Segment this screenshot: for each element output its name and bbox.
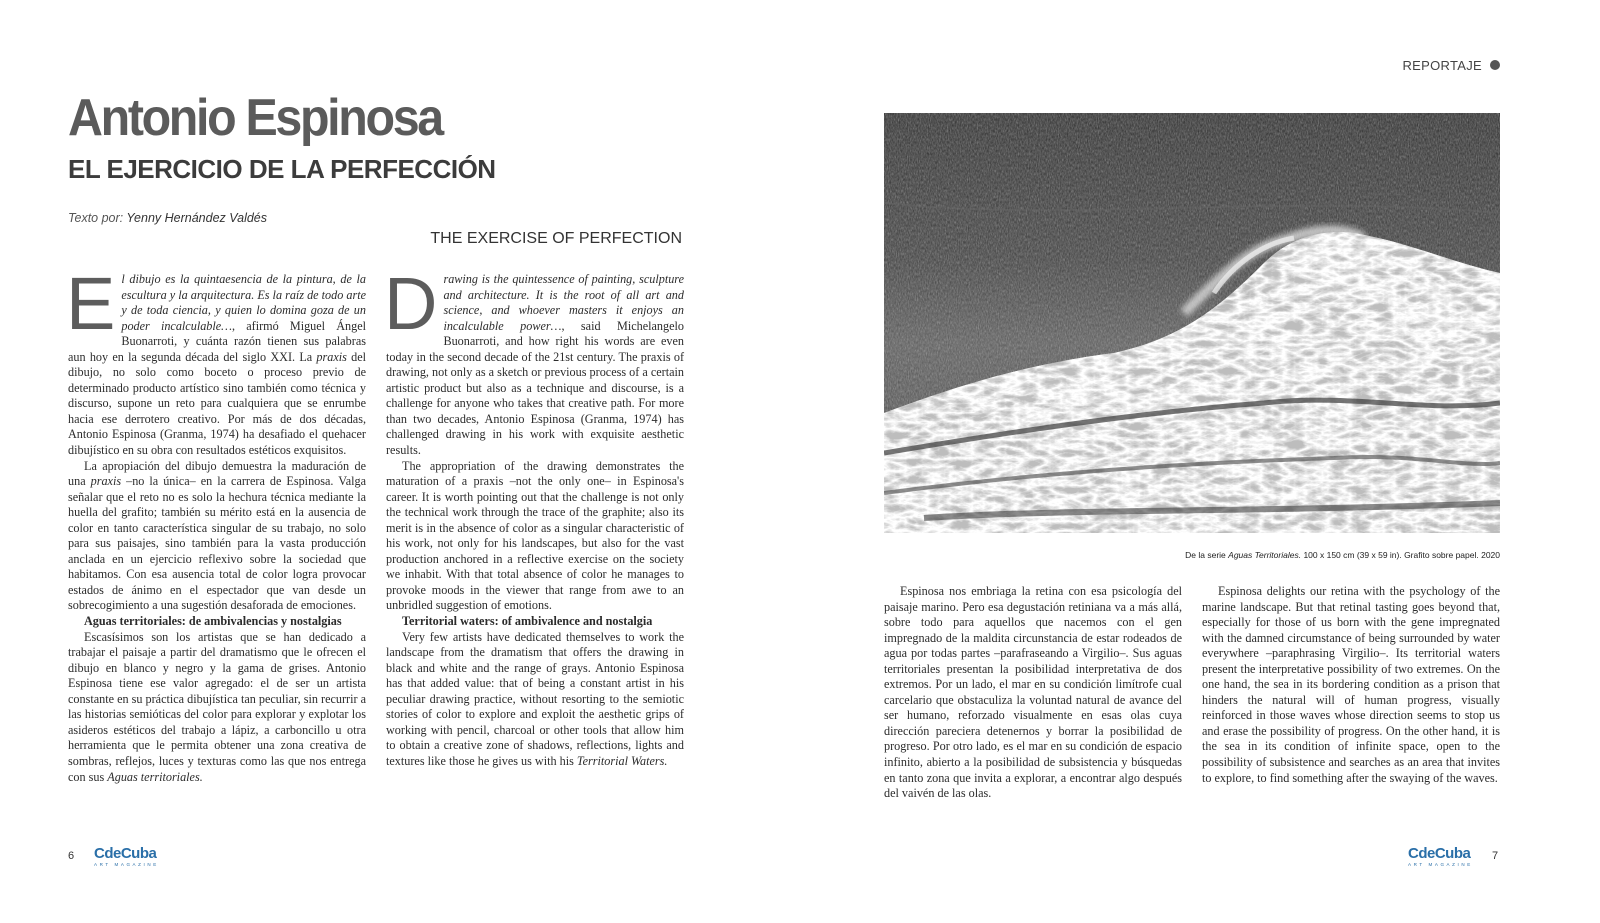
es-text: La apropiación del dibujo demuestra la maduración de una bbox=[68, 458, 366, 489]
es-dropcap: E bbox=[66, 262, 116, 345]
byline-author: Yenny Hernández Valdés bbox=[126, 211, 267, 225]
english-subtitle: THE EXERCISE OF PERFECTION bbox=[430, 230, 682, 247]
sea-waves-drawing bbox=[884, 113, 1500, 533]
es-text: del dibujo, no solo como boceto o proceso previo de determinado producto artístico sino también como técnica y discurso, supone un reto para cualquiera que se enrumbe hacia ese derrotero creativo. Por más de dos décadas, Antonio Espinosa (Granma, 1974) ha desafiado el quehacer dibujístico en su obra con resultados estéticos exquisitos. bbox=[68, 349, 367, 458]
byline-prefix: Texto por: bbox=[68, 211, 124, 225]
en-section-heading: Territorial waters: of ambivalence and nostalgia bbox=[402, 614, 653, 629]
article-subtitle: EL EJERCICIO DE LA PERFECCIÓN bbox=[68, 154, 496, 184]
magazine-logo-right bbox=[1408, 846, 1478, 868]
en-text: Very few artists have dedicated themselves to work the landscape from the dramatism that offers the drawing in black and white and the range of grays. Antonio Espinosa has that added value: that of being a constant artist in his peculiar drawing practice, without resorting to the semiotic stories of color to explore and exploit the aesthetic grips of working with pencil, charcoal or other tools that allow him to obtain a creative zone of shadows, reflections, lights and textures like those he gives us with his bbox=[386, 629, 684, 768]
article-title: Antonio Espinosa bbox=[68, 89, 442, 147]
image-caption bbox=[1185, 550, 1500, 560]
logo-tagline: ART MAGAZINE bbox=[94, 862, 159, 867]
en-dropcap: D bbox=[384, 262, 438, 345]
caption-series-title: Aguas Territoriales. bbox=[1228, 550, 1302, 560]
artwork-image bbox=[884, 113, 1500, 533]
en-text: , said Michelangelo Buonarroti, and how right his words are even today in the second decade of the 21st century. The praxis of drawing, not only as a sketch or previous process of a certain artistic product but also as a technique and discourse, is a challenge for anyone who takes that creative path. For more than two decades, Antonio Espinosa (Granma, 1974) has challenged drawing in his work with exquisite aesthetic results. bbox=[386, 318, 684, 458]
es-section-heading: Aguas territoriales: de ambivalencias y nostalgias bbox=[84, 614, 342, 629]
page-number-left: 6 bbox=[68, 850, 75, 862]
section-dot-icon bbox=[1490, 60, 1500, 70]
logo-wordmark: CdeCuba bbox=[1408, 845, 1471, 862]
logo-wordmark: CdeCuba bbox=[94, 845, 157, 862]
logo-tagline: ART MAGAZINE bbox=[1408, 862, 1473, 867]
english-column-right bbox=[1202, 584, 1500, 786]
spanish-column-right bbox=[884, 584, 1182, 802]
es-paragraph-4: Espinosa nos embriaga la retina con esa psicología del paisaje marino. Pero esa degustación retiniana va a más allá, sobre todo para aquellos que nacemos con el gen impregnado de la maldita circunstancia de estar rodeados de agua por todas partes –parafraseando a Virgilio–. Sus aguas territoriales presentan la posibilidad interpretativa de dos extremos. Por un lado, el mar en su condición limítrofe cual carcelario que obstaculiza la voluntad natural de avance del ser humano, reforzado visualmente en esas olas cuya dirección pareciera detenernos y borrar la posibilidad de progreso. Por otro lado, es el mar en su condición de espacio infinito, abierto a la posibilidad de subsistencia y búsquedas en tanto zona que invita a explorar, a encontrar algo después del vaivén de las olas. bbox=[884, 584, 1182, 801]
en-italic-title: Territorial Waters. bbox=[576, 753, 668, 768]
es-text: , afirmó Miguel Ángel Buonarroti, y cuánta razón tienen sus palabras aun hoy en la segunda década del siglo XXI. La bbox=[68, 318, 366, 364]
es-italic-word: praxis bbox=[316, 349, 347, 364]
es-text: –no la única– en la carrera de Espinosa. Valga señalar que el reto no es solo la hechura técnica mediante la huella del grafito; también su mérito está en la ausencia de color en tanto característica singular de su trabajo, no solo para sus paisajes, sino también para la vasta producción anclada en un ejercicio reflexivo sobre la sociedad que habitamos. Con esa ausencia total de color logra provocar estados de ánimo en el espectador que van desde un sobrecogimiento a una sugestión desaforada de emociones. bbox=[68, 474, 366, 613]
es-italic-word: praxis bbox=[90, 474, 122, 489]
page-number-right: 7 bbox=[1492, 850, 1499, 862]
es-italic-title: Aguas territoriales. bbox=[107, 769, 203, 784]
caption-text: 100 x 150 cm (39 x 59 in). Grafito sobre papel. 2020 bbox=[1301, 550, 1500, 560]
en-paragraph-2: The appropriation of the drawing demonstrates the maturation of a praxis –not the only one– in Espinosa's career. It is worth pointing out that the challenge is not only the technical work through the trace of the graphite; also its merit is in the absence of color as a singular characteristic of his work, not only for his landscapes, but also for the vast production anchored in a reflective exercise on the society we inhabit. With that total absence of color he manages to provoke moods in the viewer that range from awe to an unbridled suggestion of emotions. bbox=[386, 458, 684, 613]
en-paragraph-4: Espinosa delights our retina with the psychology of the marine landscape. But that retinal tasting goes beyond that, especially for those of us born with the gene impregnated with the damned circumstance of being surrounded by water everywhere –paraphrasing Virgilio–. Its territorial waters present the interpretative possibility of two extremes. On the one hand, the sea in its bordering condition as a prison that hinders the natural will of human progress, visually reinforced in those waves whose direction seems to stop us and erase the possibility of progress. On the other hand, it is the sea in its condition of infinite space, open to the possibility of subsistence and searches as an area that invites to explore, to find something after the swaying of the waves. bbox=[1202, 584, 1500, 785]
caption-text: De la serie bbox=[1185, 550, 1229, 560]
es-text: Escasísimos son los artistas que se han dedicado a trabajar el paisaje a partir del dramatismo que le ofrecen el dibujo en blanco y negro y la gama de grises. Antonio Espinosa tiene ese valor agregado: el de ser un artista constante en su práctica dibujística tan peculiar, sin recurrir a las historias semióticas del color para explorar y explotar los asideros estéticos del trabajo a lápiz, a carboncillo u otra herramienta que le permita obtener una zona creativa de sombras, reflejos, luces y texturas como las que nos entrega con sus bbox=[68, 629, 366, 784]
es-quote: l dibujo es la quintaesencia de la pintura, de la escultura y la arquitectura. Es la raíz de todo arte y de toda ciencia, y quien lo domina goza de un poder incalculable… bbox=[121, 272, 366, 333]
en-quote: rawing is the quintessence of painting, sculpture and architecture. It is the root of all art and science, and whoever masters it enjoys an incalculable power… bbox=[443, 272, 684, 333]
section-label: REPORTAJE bbox=[1402, 58, 1482, 73]
